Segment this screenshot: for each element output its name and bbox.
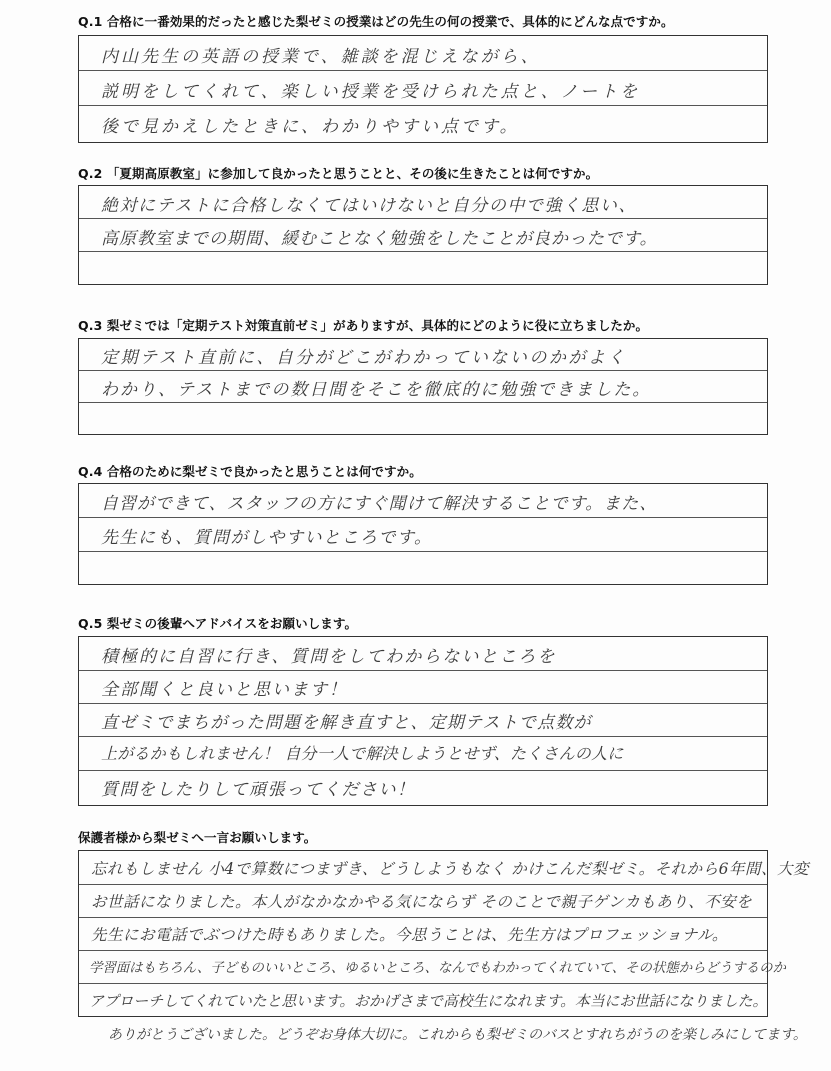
ruled-line xyxy=(79,251,767,252)
answer-line: 積極的に自習に行き、質問をしてわからないところを xyxy=(101,647,557,667)
answer-line: 先生にも、質問がしやすいところです。 xyxy=(101,528,433,548)
answer-line: 自習ができて、スタッフの方にすぐ聞けて解決することです。また、 xyxy=(101,494,658,514)
question-4-title: Q.4 合格のために梨ゼミで良かったと思うことは何ですか。 xyxy=(78,464,422,479)
question-2-title: Q.2 「夏期高原教室」に参加して良かったと思うことと、その後に生きたことは何ですか。 xyxy=(78,166,599,181)
answer-line: 質問をしたりして頑張ってください！ xyxy=(101,780,416,800)
ruled-line xyxy=(79,983,767,984)
question-5-answer-box xyxy=(78,636,768,806)
question-1-title: Q.1 合格に一番効果的だったと感じた梨ゼミの授業はどの先生の何の授業で、具体的にどんな点ですか。 xyxy=(78,14,674,29)
answer-line: 先生にお電話でぶつけた時もありました。今思うことは、先生方はプロフェッショナル。 xyxy=(91,926,728,944)
ruled-line xyxy=(79,105,767,106)
answer-line: 定期テスト直前に、自分がどこがわかっていないのかがよく xyxy=(101,348,627,368)
ruled-line xyxy=(79,670,767,671)
ruled-line xyxy=(79,884,767,885)
question-2-answer-box xyxy=(78,185,768,285)
answer-line: アプローチしてくれていたと思います。おかげさまで高校生になれます。本当にお世話になりました。 xyxy=(89,993,768,1010)
question-3-title: Q.3 梨ゼミでは「定期テスト対策直前ゼミ」がありますが、具体的にどのように役に立ちましたか。 xyxy=(78,318,649,333)
ruled-line xyxy=(79,736,767,737)
ruled-line xyxy=(79,70,767,71)
answer-line: 上がるかもしれません！ 自分一人で解決しようとせず、たくさんの人に xyxy=(101,744,624,763)
answer-line: 内山先生の英語の授業で、雑談を混じえながら、 xyxy=(101,47,541,67)
ruled-line xyxy=(79,402,767,403)
answer-line: お世話になりました。本人がなかなかやる気にならず そのことで親子ゲンカもあり、不安を xyxy=(91,893,753,911)
parent-comment-title: 保護者様から梨ゼミへ一言お願いします。 xyxy=(78,830,317,845)
question-5-title: Q.5 梨ゼミの後輩へアドバイスをお願いします。 xyxy=(78,616,358,631)
question-1-answer-box xyxy=(78,35,768,143)
ruled-line xyxy=(79,703,767,704)
ruled-line xyxy=(79,218,767,219)
question-3-answer-box xyxy=(78,338,768,435)
answer-line: 絶対にテストに合格しなくてはいけないと自分の中で強く思い、 xyxy=(101,196,637,216)
answer-line: 高原教室までの期間、緩むことなく勉強をしたことが良かったです。 xyxy=(101,229,658,249)
answer-line-below-box: ありがとうございました。どうぞお身体大切に。これからも梨ゼミのバスとすれちがうのを楽しみにしてます。 xyxy=(108,1027,807,1043)
answer-line: 学習面はもちろん、子どものいいところ、ゆるいところ、なんでもわかってくれていて、その状態からどうするのか xyxy=(89,961,786,976)
ruled-line xyxy=(79,770,767,771)
ruled-line xyxy=(79,517,767,518)
ruled-line xyxy=(79,551,767,552)
answer-line: 説明をしてくれて、楽しい授業を受けられた点と、ノートを xyxy=(101,82,641,102)
question-4-section xyxy=(78,462,770,548)
answer-line: わかり、テストまでの数日間をそこを徹底的に勉強できました。 xyxy=(101,380,652,400)
ruled-line xyxy=(79,370,767,371)
question-5-section xyxy=(78,614,770,800)
question-1-section xyxy=(78,12,770,137)
answer-line: 直ゼミでまちがった問題を解き直すと、定期テストで点数が xyxy=(101,713,592,733)
parent-comment-answer-box xyxy=(78,850,810,1017)
question-4-answer-box xyxy=(78,483,768,585)
answer-line: 後で見かえしたときに、わかりやすい点です。 xyxy=(101,117,520,137)
answer-line: 忘れもしません 小4で算数につまずき、どうしようもなく かけこんだ梨ゼミ。それから6年間、大変 xyxy=(91,860,810,878)
question-3-section xyxy=(78,316,770,400)
ruled-line xyxy=(79,950,767,951)
answer-line: 全部聞くと良いと思います！ xyxy=(101,680,348,700)
question-2-section xyxy=(78,164,770,249)
parent-comment-section xyxy=(78,828,810,1043)
ruled-line xyxy=(79,917,767,918)
